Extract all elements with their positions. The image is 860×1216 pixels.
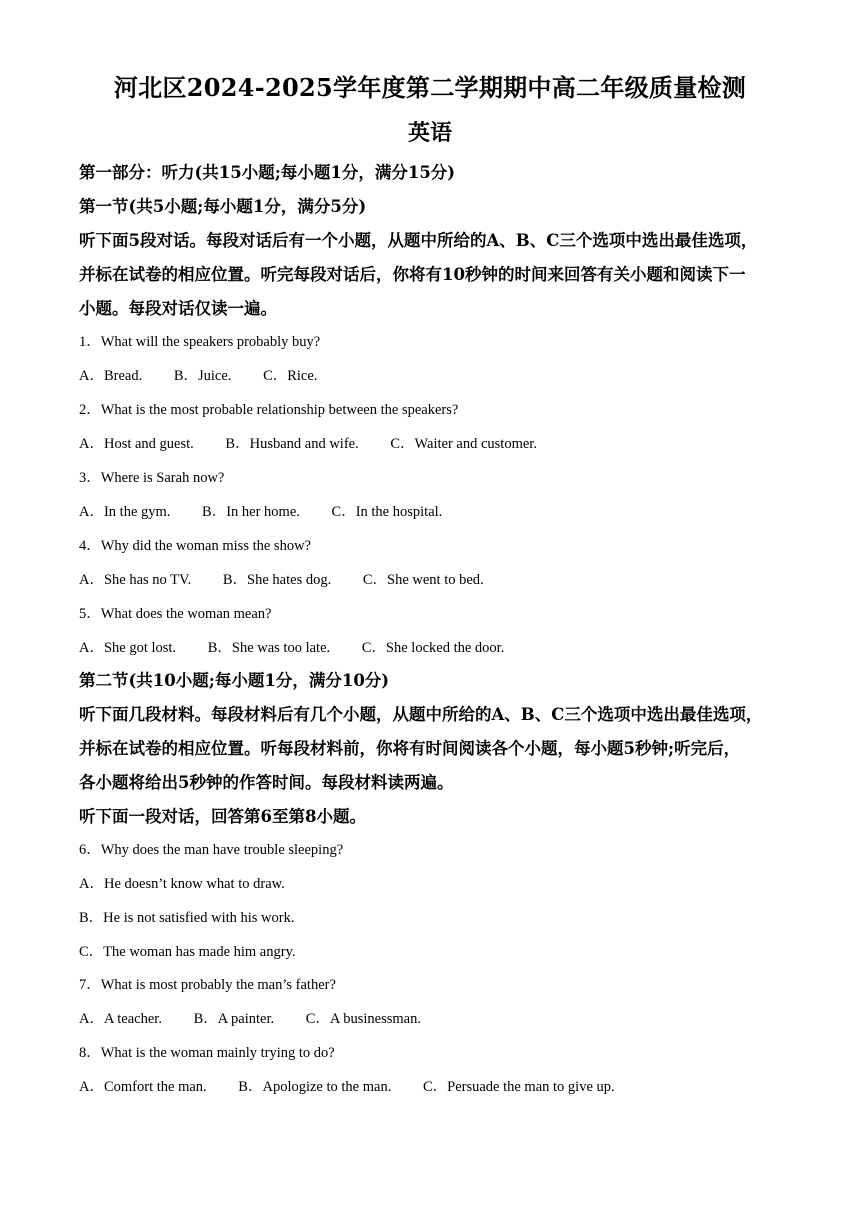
option: A．She has no TV. [79,572,192,588]
option: B．Apologize to the man. [238,1079,392,1095]
option: B．In her home. [202,504,300,520]
option: A．A teacher. [79,1011,162,1027]
section1-instruction-line: 听下面5段对话。每段对话后有一个小题，从题中所给的A、B、C三个选项中选出最佳选项， [79,231,758,250]
option: B．He is not satisfied with his work. [79,910,295,926]
option: C．She locked the door. [361,640,505,656]
question-stem: 7．What is most probably the man’s father? [79,977,336,993]
question-stem: 5．What does the woman mean? [79,606,272,622]
section2-heading: 第二节(共10小题;每小题1分，满分10分) [79,671,390,690]
option: B．Husband and wife. [225,436,359,452]
question-stem: 3．Where is Sarah now? [79,470,225,486]
question-options [79,1008,421,1030]
section2-instruction-line: 各小题将给出5秒钟的作答时间。每段材料读两遍。 [79,773,454,792]
option: A．Comfort the man. [79,1079,207,1095]
option: A．She got lost. [79,640,177,656]
option: A．In the gym. [79,504,171,520]
question-options [79,569,484,591]
question-options [79,501,442,523]
option: B．She hates dog. [222,572,332,588]
option: B．Juice. [173,368,232,384]
part1-heading: 第一部分：听力(共15小题;每小题1分，满分15分) [79,163,456,182]
question-options [79,433,537,455]
option: C．A businessman. [305,1011,421,1027]
option: C．She went to bed. [362,572,484,588]
question-stem: 4．Why did the woman miss the show? [79,538,311,554]
section1-instruction-line: 并标在试卷的相应位置。听完每段对话后，你将有10秒钟的时间来回答有关小题和阅读下一 [79,265,746,284]
question-options [79,637,504,659]
section1-instruction-line: 小题。每段对话仅读一遍。 [79,299,277,318]
section1-heading: 第一节(共5小题;每小题1分，满分5分) [79,197,367,216]
question-stem: 1．What will the speakers probably buy? [79,334,321,350]
section2-instruction-line: 并标在试卷的相应位置。听每段材料前，你将有时间阅读各个小题，每小题5秒钟;听完后， [79,739,741,758]
exam-title: 河北区2024-2025学年度第二学期期中高二年级质量检测 [113,73,747,102]
question-stem: 8．What is the woman mainly trying to do? [79,1045,335,1061]
option: C．Persuade the man to give up. [422,1079,615,1095]
subject-title: 英语 [407,120,452,146]
dialogue-intro: 听下面一段对话，回答第6至第8小题。 [79,807,366,826]
option: C．Waiter and customer. [390,436,537,452]
section2-instruction-line: 听下面几段材料。每段材料后有几个小题，从题中所给的A、B、C三个选项中选出最佳选项， [79,705,763,724]
option: A．Host and guest. [79,436,194,452]
option: C．The woman has made him angry. [79,944,296,960]
option: B．A painter. [193,1011,275,1027]
option: A．Bread. [79,368,143,384]
question-options [79,365,317,387]
question-stem: 2．What is the most probable relationship between the speakers? [79,402,459,418]
option: C．In the hospital. [331,504,443,520]
option: A．He doesn’t know what to draw. [79,876,285,892]
option: B．She was too late. [207,640,331,656]
question-options [79,1076,615,1098]
question-stem: 6．Why does the man have trouble sleeping? [79,842,344,858]
option: C．Rice. [263,368,318,384]
